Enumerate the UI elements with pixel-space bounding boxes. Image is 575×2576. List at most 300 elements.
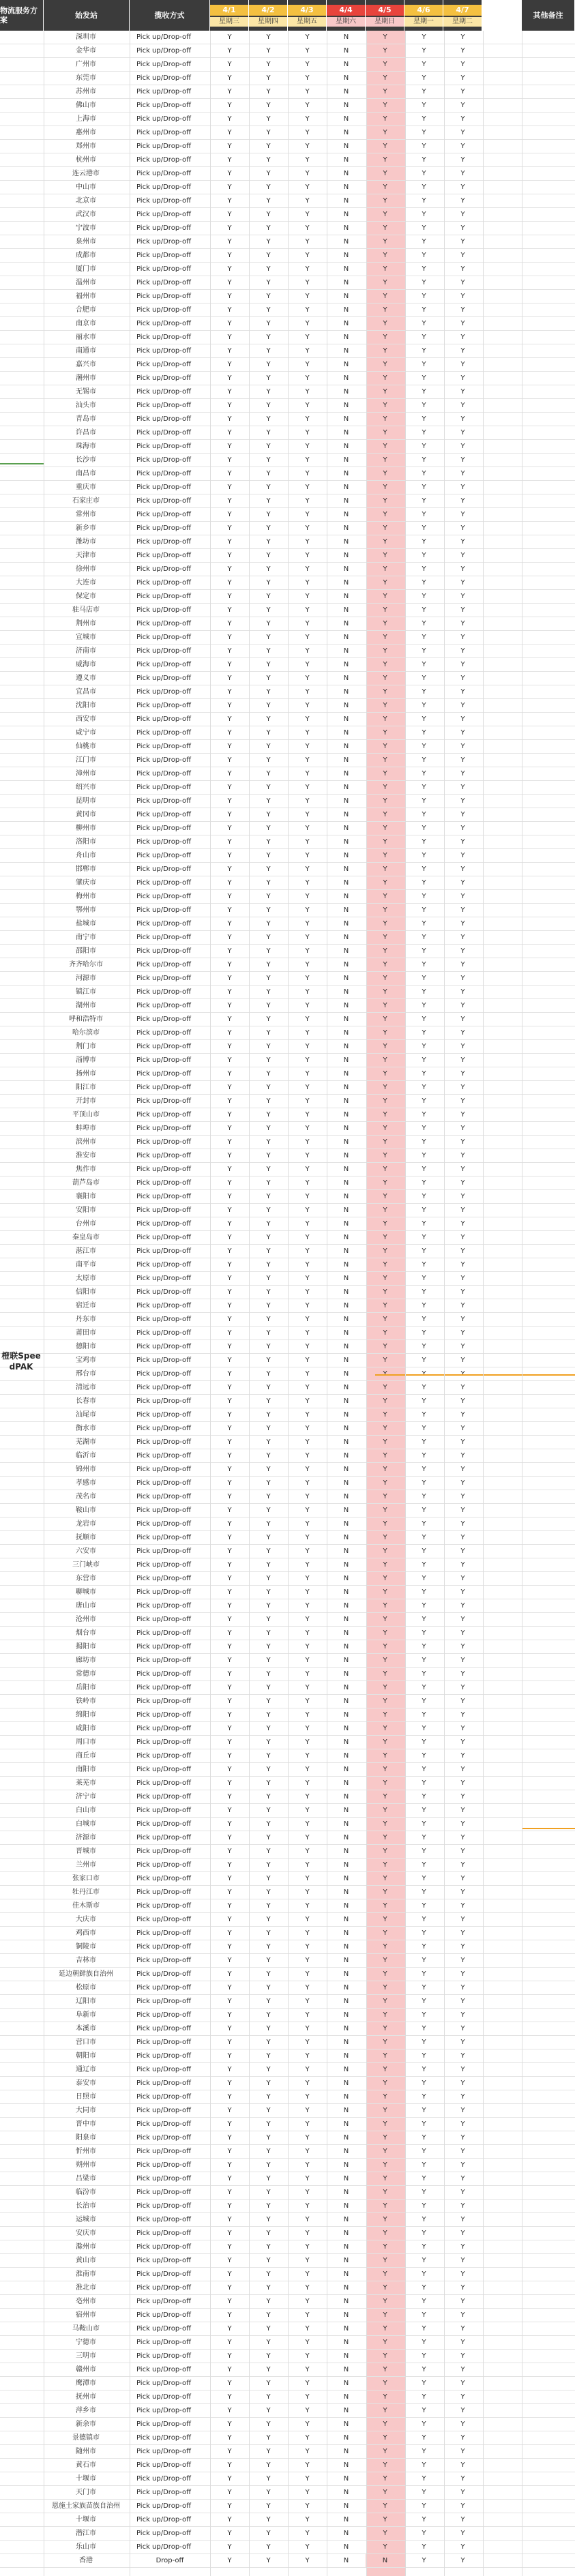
- availability-cell[interactable]: Y: [305, 1602, 310, 1610]
- station-cell[interactable]: 邵阳市: [76, 947, 96, 955]
- availability-cell[interactable]: Y: [383, 1561, 387, 1569]
- station-cell[interactable]: 重庆市: [76, 484, 96, 491]
- other-cell[interactable]: [522, 1449, 575, 1462]
- availability-cell[interactable]: Y: [305, 361, 310, 368]
- availability-cell[interactable]: Y: [305, 524, 310, 532]
- availability-cell[interactable]: N: [343, 1438, 349, 1446]
- method-cell[interactable]: Pick up/Drop-off: [136, 893, 191, 900]
- availability-cell[interactable]: Y: [266, 825, 271, 832]
- availability-cell[interactable]: Y: [266, 2530, 271, 2537]
- availability-cell[interactable]: Y: [383, 1820, 387, 1828]
- other-cell[interactable]: [522, 1845, 575, 1858]
- station-cell[interactable]: 淄博市: [76, 1056, 96, 1064]
- availability-cell[interactable]: Y: [227, 511, 232, 518]
- other-cell[interactable]: [522, 2363, 575, 2376]
- availability-cell[interactable]: N: [343, 1779, 349, 1787]
- availability-cell[interactable]: Y: [383, 2489, 387, 2496]
- availability-cell[interactable]: Y: [266, 1329, 271, 1337]
- method-cell[interactable]: Pick up/Drop-off: [136, 1056, 191, 1064]
- method-cell[interactable]: Pick up/Drop-off: [136, 2352, 191, 2360]
- other-cell[interactable]: [522, 72, 575, 85]
- availability-cell[interactable]: N: [343, 88, 349, 95]
- availability-cell[interactable]: Y: [305, 1916, 310, 1923]
- availability-cell[interactable]: Y: [227, 306, 232, 314]
- station-cell[interactable]: 鸡西市: [76, 1929, 96, 1937]
- availability-cell[interactable]: N: [343, 1357, 349, 1364]
- station-cell[interactable]: 临汾市: [76, 2189, 96, 2196]
- availability-cell[interactable]: N: [343, 1302, 349, 1309]
- availability-cell[interactable]: Y: [227, 1861, 232, 1869]
- availability-cell[interactable]: Y: [305, 1411, 310, 1419]
- station-cell[interactable]: 牡丹江市: [72, 1889, 100, 1896]
- station-cell[interactable]: 衡水市: [76, 1425, 96, 1432]
- other-cell[interactable]: [522, 1968, 575, 1981]
- availability-cell[interactable]: Y: [460, 415, 465, 423]
- availability-cell[interactable]: Y: [422, 934, 426, 941]
- availability-cell[interactable]: Y: [460, 1493, 465, 1500]
- availability-cell[interactable]: Y: [460, 1861, 465, 1869]
- availability-cell[interactable]: N: [343, 2339, 349, 2346]
- other-cell[interactable]: [522, 249, 575, 262]
- availability-cell[interactable]: N: [343, 593, 349, 600]
- other-cell[interactable]: [522, 1681, 575, 1694]
- availability-cell[interactable]: Y: [305, 415, 310, 423]
- other-cell[interactable]: [522, 2281, 575, 2294]
- availability-cell[interactable]: Y: [305, 1288, 310, 1296]
- method-cell[interactable]: Pick up/Drop-off: [136, 374, 191, 382]
- availability-cell[interactable]: Y: [383, 756, 387, 764]
- availability-cell[interactable]: Y: [305, 961, 310, 968]
- other-cell[interactable]: [522, 876, 575, 889]
- availability-cell[interactable]: Y: [383, 2475, 387, 2483]
- availability-cell[interactable]: Y: [460, 2093, 465, 2101]
- availability-cell[interactable]: Y: [460, 1247, 465, 1255]
- availability-cell[interactable]: Y: [305, 1820, 310, 1828]
- method-cell[interactable]: Pick up/Drop-off: [136, 1029, 191, 1037]
- availability-cell[interactable]: Y: [460, 702, 465, 709]
- other-cell[interactable]: [522, 590, 575, 603]
- availability-cell[interactable]: N: [343, 811, 349, 818]
- availability-cell[interactable]: Y: [305, 838, 310, 846]
- method-cell[interactable]: Pick up/Drop-off: [136, 211, 191, 218]
- availability-cell[interactable]: Y: [266, 511, 271, 518]
- availability-cell[interactable]: Y: [227, 1670, 232, 1678]
- other-cell[interactable]: [522, 2227, 575, 2240]
- station-cell[interactable]: 徐州市: [76, 565, 96, 573]
- station-cell[interactable]: 宿州市: [76, 2311, 96, 2319]
- station-cell[interactable]: 淮北市: [76, 2284, 96, 2292]
- availability-cell[interactable]: Y: [383, 2148, 387, 2155]
- availability-cell[interactable]: N: [343, 1684, 349, 1691]
- availability-cell[interactable]: Y: [227, 743, 232, 750]
- availability-cell[interactable]: N: [343, 1670, 349, 1678]
- availability-cell[interactable]: N: [343, 2175, 349, 2182]
- availability-cell[interactable]: Y: [266, 1766, 271, 1773]
- availability-cell[interactable]: Y: [266, 2202, 271, 2210]
- availability-cell[interactable]: Y: [460, 2230, 465, 2237]
- availability-cell[interactable]: Y: [422, 2448, 426, 2455]
- availability-cell[interactable]: Y: [305, 1711, 310, 1719]
- availability-cell[interactable]: N: [343, 388, 349, 396]
- availability-cell[interactable]: N: [343, 2543, 349, 2551]
- availability-cell[interactable]: Y: [305, 1125, 310, 1132]
- availability-cell[interactable]: Y: [460, 33, 465, 41]
- method-cell[interactable]: Pick up/Drop-off: [136, 1493, 191, 1500]
- availability-cell[interactable]: Y: [227, 1070, 232, 1078]
- method-cell[interactable]: Pick up/Drop-off: [136, 1288, 191, 1296]
- method-cell[interactable]: Pick up/Drop-off: [136, 1588, 191, 1596]
- availability-cell[interactable]: N: [343, 852, 349, 859]
- availability-cell[interactable]: N: [343, 1193, 349, 1200]
- availability-cell[interactable]: Y: [266, 2052, 271, 2060]
- availability-cell[interactable]: Y: [266, 1875, 271, 1882]
- other-cell[interactable]: [522, 563, 575, 576]
- availability-cell[interactable]: Y: [227, 88, 232, 95]
- station-cell[interactable]: 广州市: [76, 61, 96, 68]
- availability-cell[interactable]: Y: [383, 1466, 387, 1473]
- method-cell[interactable]: Pick up/Drop-off: [136, 1234, 191, 1241]
- method-cell[interactable]: Pick up/Drop-off: [136, 852, 191, 859]
- availability-cell[interactable]: Y: [422, 825, 426, 832]
- availability-cell[interactable]: Y: [305, 565, 310, 573]
- other-cell[interactable]: [522, 1190, 575, 1203]
- other-cell[interactable]: [522, 1122, 575, 1135]
- station-cell[interactable]: 营口市: [76, 2039, 96, 2046]
- availability-cell[interactable]: Y: [266, 1070, 271, 1078]
- availability-cell[interactable]: Y: [227, 2339, 232, 2346]
- method-cell[interactable]: Pick up/Drop-off: [136, 702, 191, 709]
- availability-cell[interactable]: Y: [305, 1970, 310, 1978]
- availability-cell[interactable]: Y: [422, 1738, 426, 1746]
- availability-cell[interactable]: Y: [460, 2284, 465, 2292]
- availability-cell[interactable]: Y: [422, 797, 426, 805]
- availability-cell[interactable]: Y: [227, 2025, 232, 2032]
- availability-cell[interactable]: Y: [266, 279, 271, 286]
- availability-cell[interactable]: Y: [305, 443, 310, 450]
- availability-cell[interactable]: Y: [266, 2393, 271, 2401]
- availability-cell[interactable]: Y: [460, 2352, 465, 2360]
- availability-cell[interactable]: Y: [227, 865, 232, 873]
- other-cell[interactable]: [522, 1204, 575, 1217]
- availability-cell[interactable]: N: [343, 347, 349, 355]
- availability-cell[interactable]: Y: [460, 1588, 465, 1596]
- availability-cell[interactable]: Y: [422, 197, 426, 205]
- availability-cell[interactable]: Y: [460, 593, 465, 600]
- method-cell[interactable]: Pick up/Drop-off: [136, 1738, 191, 1746]
- method-cell[interactable]: Pick up/Drop-off: [136, 947, 191, 955]
- availability-cell[interactable]: Y: [266, 715, 271, 723]
- availability-cell[interactable]: Y: [305, 143, 310, 150]
- availability-cell[interactable]: Y: [227, 1970, 232, 1978]
- station-cell[interactable]: 吉林市: [76, 1957, 96, 1964]
- station-cell[interactable]: 齐齐哈尔市: [69, 961, 103, 968]
- availability-cell[interactable]: Y: [266, 374, 271, 382]
- availability-cell[interactable]: Y: [266, 1616, 271, 1623]
- station-cell[interactable]: 上海市: [76, 115, 96, 123]
- other-cell[interactable]: [522, 2309, 575, 2322]
- availability-cell[interactable]: Y: [305, 1507, 310, 1514]
- availability-cell[interactable]: Y: [383, 129, 387, 136]
- availability-cell[interactable]: Y: [383, 1302, 387, 1309]
- availability-cell[interactable]: Y: [266, 2161, 271, 2169]
- method-cell[interactable]: Pick up/Drop-off: [136, 784, 191, 791]
- availability-cell[interactable]: Y: [266, 2489, 271, 2496]
- availability-cell[interactable]: N: [343, 2270, 349, 2278]
- availability-cell[interactable]: Y: [227, 620, 232, 627]
- availability-cell[interactable]: N: [343, 1602, 349, 1610]
- method-cell[interactable]: Pick up/Drop-off: [136, 2516, 191, 2523]
- availability-cell[interactable]: Y: [227, 293, 232, 300]
- other-cell[interactable]: [522, 685, 575, 698]
- availability-cell[interactable]: Y: [383, 2502, 387, 2510]
- availability-cell[interactable]: Y: [460, 1016, 465, 1023]
- availability-cell[interactable]: Y: [460, 156, 465, 164]
- availability-cell[interactable]: Y: [227, 1493, 232, 1500]
- station-cell[interactable]: 日照市: [76, 2093, 96, 2101]
- availability-cell[interactable]: N: [343, 1206, 349, 1214]
- method-cell[interactable]: Pick up/Drop-off: [136, 1711, 191, 1719]
- availability-cell[interactable]: N: [343, 2311, 349, 2319]
- other-cell[interactable]: [522, 276, 575, 289]
- station-cell[interactable]: 厦门市: [76, 265, 96, 273]
- availability-cell[interactable]: Y: [227, 402, 232, 409]
- availability-cell[interactable]: Y: [266, 1998, 271, 2005]
- availability-cell[interactable]: Y: [266, 320, 271, 327]
- other-cell[interactable]: [522, 1531, 575, 1544]
- availability-cell[interactable]: N: [343, 279, 349, 286]
- method-cell[interactable]: Pick up/Drop-off: [136, 838, 191, 846]
- other-cell[interactable]: [522, 2541, 575, 2553]
- availability-cell[interactable]: N: [343, 688, 349, 696]
- availability-cell[interactable]: Y: [460, 2543, 465, 2551]
- station-cell[interactable]: 通辽市: [76, 2066, 96, 2073]
- availability-cell[interactable]: N: [343, 797, 349, 805]
- availability-cell[interactable]: N: [343, 961, 349, 968]
- station-cell[interactable]: 三明市: [76, 2352, 96, 2360]
- availability-cell[interactable]: Y: [266, 947, 271, 955]
- other-cell[interactable]: [522, 1777, 575, 1790]
- availability-cell[interactable]: Y: [305, 2325, 310, 2333]
- availability-cell[interactable]: Y: [422, 2243, 426, 2251]
- availability-cell[interactable]: Y: [266, 143, 271, 150]
- other-cell[interactable]: [522, 1149, 575, 1162]
- availability-cell[interactable]: Y: [227, 2420, 232, 2428]
- method-cell[interactable]: Pick up/Drop-off: [136, 688, 191, 696]
- availability-cell[interactable]: Y: [422, 2311, 426, 2319]
- station-cell[interactable]: 龙岩市: [76, 1520, 96, 1528]
- station-cell[interactable]: 芜湖市: [76, 1438, 96, 1446]
- availability-cell[interactable]: Y: [305, 1029, 310, 1037]
- availability-cell[interactable]: Y: [422, 2489, 426, 2496]
- availability-cell[interactable]: N: [343, 1725, 349, 1732]
- station-cell[interactable]: 邯郸市: [76, 865, 96, 873]
- other-cell[interactable]: [522, 931, 575, 944]
- other-cell[interactable]: [522, 863, 575, 876]
- method-cell[interactable]: Pick up/Drop-off: [136, 74, 191, 82]
- availability-cell[interactable]: Y: [227, 47, 232, 55]
- method-cell[interactable]: Pick up/Drop-off: [136, 252, 191, 259]
- other-cell[interactable]: [522, 1176, 575, 1189]
- availability-cell[interactable]: Y: [383, 1779, 387, 1787]
- availability-cell[interactable]: Y: [305, 2434, 310, 2442]
- availability-cell[interactable]: Y: [305, 784, 310, 791]
- availability-cell[interactable]: Y: [383, 1970, 387, 1978]
- availability-cell[interactable]: Y: [266, 688, 271, 696]
- availability-cell[interactable]: Y: [422, 906, 426, 914]
- availability-cell[interactable]: Y: [266, 156, 271, 164]
- availability-cell[interactable]: Y: [422, 1520, 426, 1528]
- availability-cell[interactable]: Y: [266, 2325, 271, 2333]
- availability-cell[interactable]: Y: [305, 2093, 310, 2101]
- other-cell[interactable]: [522, 999, 575, 1012]
- method-cell[interactable]: Pick up/Drop-off: [136, 2011, 191, 2019]
- method-cell[interactable]: Pick up/Drop-off: [136, 33, 191, 41]
- availability-cell[interactable]: Y: [305, 1166, 310, 1173]
- availability-cell[interactable]: Y: [383, 2161, 387, 2169]
- availability-cell[interactable]: Y: [383, 1575, 387, 1582]
- availability-cell[interactable]: Y: [383, 1957, 387, 1964]
- availability-cell[interactable]: Y: [305, 661, 310, 668]
- availability-cell[interactable]: Y: [460, 1561, 465, 1569]
- availability-cell[interactable]: Y: [266, 1384, 271, 1391]
- availability-cell[interactable]: Y: [422, 156, 426, 164]
- availability-cell[interactable]: Y: [227, 1779, 232, 1787]
- availability-cell[interactable]: Y: [227, 197, 232, 205]
- availability-cell[interactable]: Y: [422, 1507, 426, 1514]
- availability-cell[interactable]: Y: [266, 456, 271, 464]
- other-cell[interactable]: [522, 2431, 575, 2444]
- availability-cell[interactable]: Y: [305, 1016, 310, 1023]
- availability-cell[interactable]: Y: [422, 1602, 426, 1610]
- station-cell[interactable]: 济源市: [76, 1834, 96, 1841]
- availability-cell[interactable]: Y: [383, 265, 387, 273]
- availability-cell[interactable]: Y: [266, 1029, 271, 1037]
- availability-cell[interactable]: Y: [266, 2175, 271, 2182]
- availability-cell[interactable]: Y: [460, 1029, 465, 1037]
- availability-cell[interactable]: Y: [266, 524, 271, 532]
- availability-cell[interactable]: Y: [305, 265, 310, 273]
- availability-cell[interactable]: Y: [305, 2393, 310, 2401]
- method-cell[interactable]: Pick up/Drop-off: [136, 1629, 191, 1637]
- other-cell[interactable]: [522, 2131, 575, 2144]
- availability-cell[interactable]: Y: [422, 552, 426, 559]
- method-cell[interactable]: Pick up/Drop-off: [136, 1002, 191, 1009]
- availability-cell[interactable]: Y: [305, 1698, 310, 1705]
- availability-cell[interactable]: Y: [422, 102, 426, 109]
- other-cell[interactable]: [522, 113, 575, 125]
- availability-cell[interactable]: Y: [266, 2448, 271, 2455]
- availability-cell[interactable]: N: [343, 729, 349, 737]
- method-cell[interactable]: Pick up/Drop-off: [136, 170, 191, 177]
- availability-cell[interactable]: Y: [305, 2489, 310, 2496]
- other-cell[interactable]: [522, 822, 575, 835]
- availability-cell[interactable]: N: [343, 1247, 349, 1255]
- availability-cell[interactable]: Y: [460, 1752, 465, 1760]
- availability-cell[interactable]: Y: [460, 497, 465, 505]
- availability-cell[interactable]: Y: [305, 211, 310, 218]
- availability-cell[interactable]: Y: [422, 1970, 426, 1978]
- availability-cell[interactable]: Y: [227, 2093, 232, 2101]
- availability-cell[interactable]: Y: [383, 2407, 387, 2414]
- method-cell[interactable]: Pick up/Drop-off: [136, 1261, 191, 1269]
- availability-cell[interactable]: Y: [305, 893, 310, 900]
- method-cell[interactable]: Pick up/Drop-off: [136, 1125, 191, 1132]
- availability-cell[interactable]: Y: [227, 1016, 232, 1023]
- availability-cell[interactable]: Y: [305, 1316, 310, 1323]
- availability-cell[interactable]: Y: [305, 1275, 310, 1282]
- other-cell[interactable]: [522, 126, 575, 139]
- availability-cell[interactable]: N: [343, 1848, 349, 1855]
- method-cell[interactable]: Pick up/Drop-off: [136, 347, 191, 355]
- availability-cell[interactable]: Y: [383, 879, 387, 887]
- availability-cell[interactable]: Y: [460, 1711, 465, 1719]
- availability-cell[interactable]: Y: [422, 456, 426, 464]
- availability-cell[interactable]: N: [343, 552, 349, 559]
- availability-cell[interactable]: Y: [460, 1793, 465, 1801]
- other-cell[interactable]: [522, 1545, 575, 1558]
- availability-cell[interactable]: N: [343, 675, 349, 682]
- availability-cell[interactable]: Y: [227, 579, 232, 587]
- availability-cell[interactable]: Y: [422, 1657, 426, 1664]
- availability-cell[interactable]: N: [343, 661, 349, 668]
- method-cell[interactable]: Pick up/Drop-off: [136, 647, 191, 655]
- availability-cell[interactable]: Y: [305, 2189, 310, 2196]
- availability-cell[interactable]: Y: [383, 2434, 387, 2442]
- availability-cell[interactable]: Y: [383, 1316, 387, 1323]
- availability-cell[interactable]: N: [343, 2530, 349, 2537]
- availability-cell[interactable]: Y: [227, 2134, 232, 2142]
- method-cell[interactable]: Pick up/Drop-off: [136, 2066, 191, 2073]
- availability-cell[interactable]: N: [343, 1929, 349, 1937]
- availability-cell[interactable]: Y: [383, 88, 387, 95]
- availability-cell[interactable]: Y: [383, 538, 387, 546]
- other-cell[interactable]: [522, 1067, 575, 1080]
- method-cell[interactable]: Pick up/Drop-off: [136, 1384, 191, 1391]
- availability-cell[interactable]: Y: [383, 1902, 387, 1910]
- availability-cell[interactable]: Y: [227, 524, 232, 532]
- availability-cell[interactable]: Y: [266, 2339, 271, 2346]
- availability-cell[interactable]: Y: [305, 1957, 310, 1964]
- method-cell[interactable]: Pick up/Drop-off: [136, 402, 191, 409]
- availability-cell[interactable]: Y: [305, 497, 310, 505]
- availability-cell[interactable]: Y: [383, 947, 387, 955]
- availability-cell[interactable]: Y: [266, 852, 271, 859]
- availability-cell[interactable]: Y: [460, 1616, 465, 1623]
- other-cell[interactable]: [522, 2145, 575, 2158]
- other-cell[interactable]: [522, 1736, 575, 1749]
- availability-cell[interactable]: Y: [305, 1575, 310, 1582]
- availability-cell[interactable]: N: [343, 1166, 349, 1173]
- method-cell[interactable]: Pick up/Drop-off: [136, 1329, 191, 1337]
- availability-cell[interactable]: N: [343, 2448, 349, 2455]
- station-cell[interactable]: 湖州市: [76, 1002, 96, 1009]
- availability-cell[interactable]: N: [343, 306, 349, 314]
- station-cell[interactable]: 黄冈市: [76, 811, 96, 818]
- availability-cell[interactable]: Y: [383, 183, 387, 191]
- availability-cell[interactable]: Y: [422, 2079, 426, 2087]
- availability-cell[interactable]: Y: [422, 1070, 426, 1078]
- availability-cell[interactable]: Y: [460, 2502, 465, 2510]
- method-cell[interactable]: Pick up/Drop-off: [136, 2148, 191, 2155]
- availability-cell[interactable]: Y: [460, 61, 465, 68]
- availability-cell[interactable]: N: [343, 2420, 349, 2428]
- other-cell[interactable]: [522, 1504, 575, 1517]
- availability-cell[interactable]: N: [343, 1629, 349, 1637]
- availability-cell[interactable]: N: [343, 715, 349, 723]
- availability-cell[interactable]: Y: [422, 1288, 426, 1296]
- availability-cell[interactable]: Y: [266, 1397, 271, 1405]
- availability-cell[interactable]: Y: [266, 961, 271, 968]
